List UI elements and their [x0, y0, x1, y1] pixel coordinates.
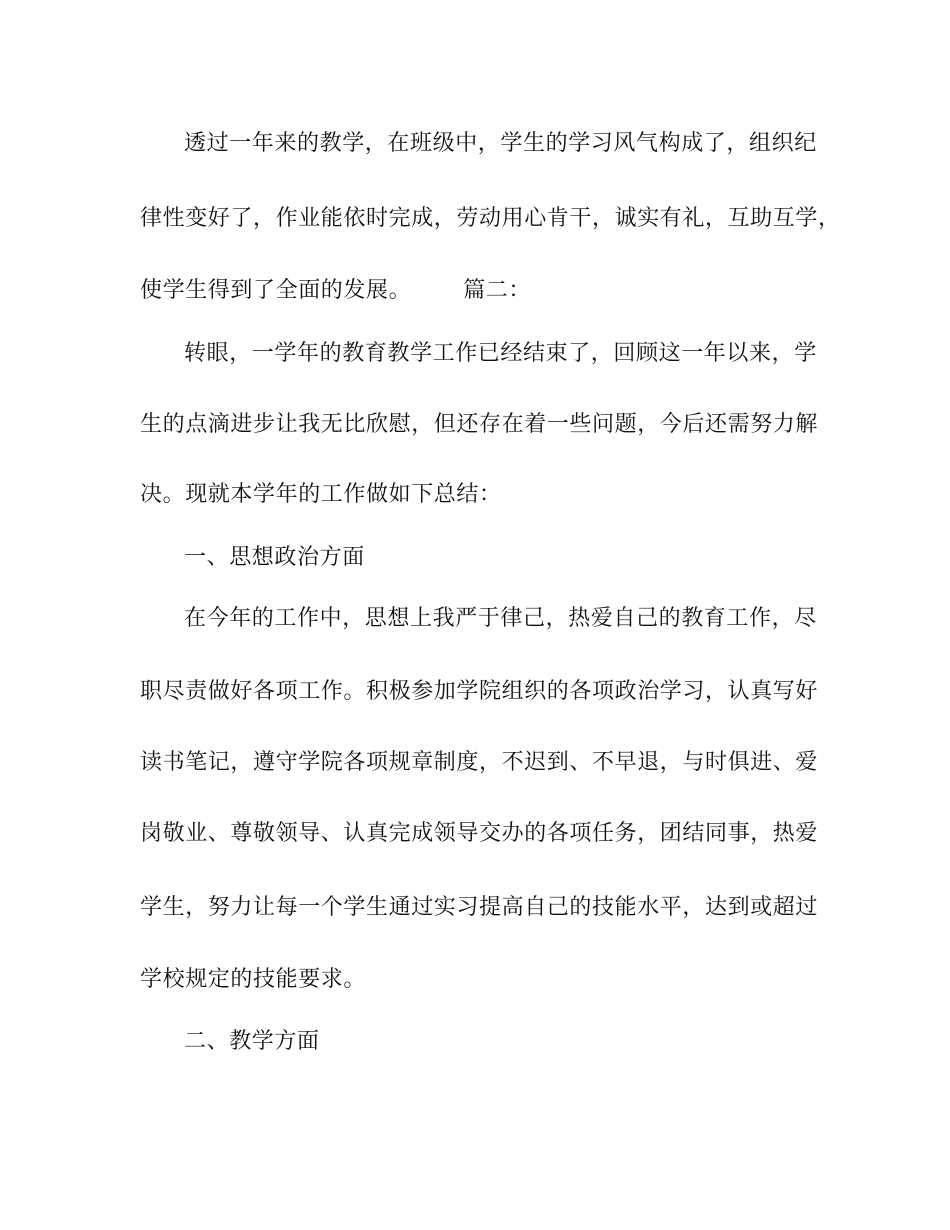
paragraph-1-line-2: 律性变好了，作业能依时完成，劳动用心肯干，诚实有礼，互助互学， [140, 206, 841, 231]
paragraph-1-line-1: 透过一年来的教学，在班级中，学生的学习风气构成了，组织纪 [184, 131, 817, 156]
paragraph-2-line-2: 生的点滴进步让我无比欣慰，但还存在着一些问题，今后还需努力解 [140, 412, 819, 437]
paragraph-1-line-3-text: 使学生得到了全面的发展。 [140, 278, 412, 303]
paragraph-3-line-2: 职尽责做好各项工作。积极参加学院组织的各项政治学习，认真写好 [140, 679, 819, 704]
section-heading-2: 二、教学方面 [184, 1029, 320, 1054]
paragraph-2-line-1: 转眼，一学年的教育教学工作已经结束了，回顾这一年以来，学 [184, 341, 817, 366]
section-heading-1: 一、思想政治方面 [184, 545, 365, 570]
paragraph-2-line-3: 决。现就本学年的工作做如下总结： [140, 482, 502, 507]
paragraph-3-line-3: 读书笔记，遵守学院各项规章制度，不迟到、不早退，与时俱进、爱 [140, 750, 819, 775]
paragraph-3-line-5: 学生，努力让每一个学生通过实习提高自己的技能水平，达到或超过 [140, 895, 819, 920]
paragraph-1-line-3 [140, 276, 531, 306]
paragraph-3-line-1: 在今年的工作中，思想上我严于律己，热爱自己的教育工作，尽 [184, 606, 817, 631]
section-label: 篇二： [463, 278, 532, 303]
paragraph-3-line-6: 学校规定的技能要求。 [140, 967, 367, 992]
paragraph-3-line-4: 岗敬业、尊敬领导、认真完成领导交办的各项任务，团结同事，热爱 [140, 821, 819, 846]
